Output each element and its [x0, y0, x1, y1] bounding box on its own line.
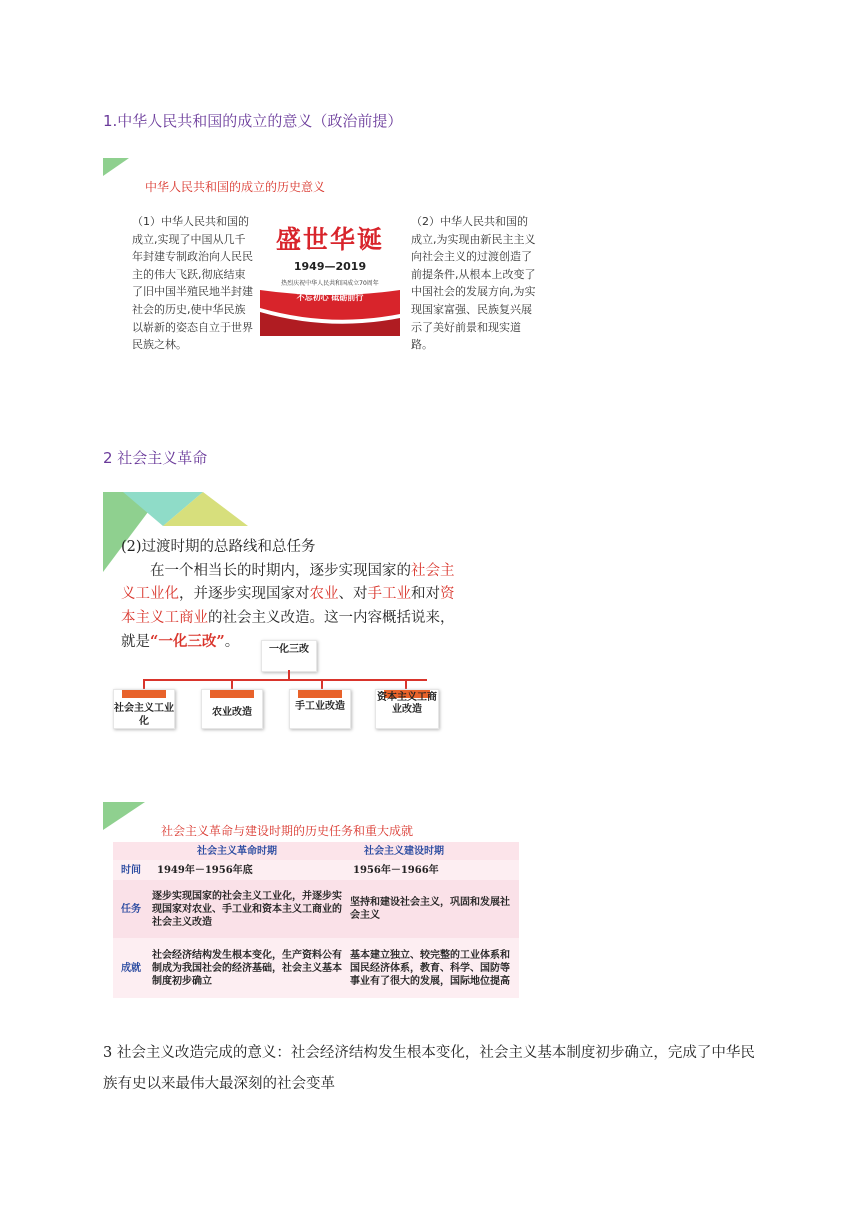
panel-title: 社会主义革命与建设时期的历史任务和重大成就: [161, 824, 414, 838]
banner-subtitle: 热烈庆祝中华人民共和国成立70周年: [281, 280, 379, 287]
row-label: 成就: [113, 938, 149, 998]
table-header-cell: [113, 842, 149, 860]
diagram-child-box: 手工业改造: [289, 689, 351, 729]
anniversary-banner-image: [260, 216, 400, 336]
table-header-cell: 社会主义建设时期: [350, 842, 519, 860]
diagram-connector: [321, 679, 323, 689]
banner-years: 1949—2019: [293, 260, 367, 273]
row-label: 时间: [113, 860, 149, 880]
diagram-connector: [405, 679, 407, 689]
transition-period-panel: [103, 492, 601, 772]
founding-significance-panel: [103, 158, 701, 366]
diagram-child-box: 农业改造: [201, 689, 263, 729]
achievements-panel: [103, 802, 701, 1006]
table-row: [113, 860, 519, 880]
diagram-connector: [143, 679, 427, 681]
achievements-table: [113, 842, 519, 998]
panel-subtitle: (2)过渡时期的总路线和总任务: [121, 539, 316, 555]
left-significance-text: （1）中华人民共和国的成立,实现了中国从几千年封建专制政治向人民民主的伟大飞跃,彻底结束了旧中国半殖民地半封建社会的历史,使中华民族以崭新的姿态自立于世界民族之林。: [132, 215, 253, 352]
table-row: [113, 880, 519, 938]
green-corner-decoration: [103, 158, 129, 176]
section-heading-1: 1.中华人民共和国的成立的意义（政治前提）: [103, 112, 403, 130]
green-corner-decoration: [103, 802, 145, 830]
transition-line-body: [121, 536, 461, 655]
diagram-child-box: 社会主义工业化: [113, 689, 175, 729]
table-header-row: [113, 842, 519, 860]
section-heading-2: 2 社会主义革命: [103, 449, 208, 467]
diagram-child-box: 资本主义工商业改造: [375, 689, 439, 729]
table-cell: 1956年－1966年: [350, 860, 519, 880]
table-cell: 基本建立独立、较完整的工业体系和国民经济体系，教育、科学、国防等事业有了很大的发展，国际地位提高: [350, 938, 519, 998]
table-cell: 逐步实现国家的社会主义工业化，并逐步实现国家对农业、手工业和资本主义工商业的社会主义改造: [149, 880, 350, 938]
panel-title: 中华人民共和国的成立的历史意义: [145, 180, 326, 194]
diagram-root-box: 一化三改: [261, 640, 317, 672]
banner-slogan: 不忘初心 砥砺前行: [296, 293, 364, 302]
diagram-connector: [143, 679, 145, 689]
diagram-connector: [231, 679, 233, 689]
section-3-paragraph: 3 社会主义改造完成的意义：社会经济结构发生根本变化，社会主义基本制度初步确立，完成了中华民族有史以来最伟大最深刻的社会变革: [103, 1045, 755, 1092]
table-header-cell: 社会主义革命时期: [149, 842, 350, 860]
table-row: [113, 938, 519, 998]
general-line-text: 在一个相当长的时期内，逐步实现国家的社会主义工业化，并逐步实现国家对农业、对手工业和对资本主义工商业的社会主义改造。这一内容概括说来，就是“一化三改”。: [121, 562, 455, 650]
row-label: 任务: [113, 880, 149, 938]
table-cell: 社会经济结构发生根本变化，生产资料公有制成为我国社会的经济基础，社会主义基本制度初步确立: [149, 938, 350, 998]
table-cell: 坚持和建设社会主义，巩固和发展社会主义: [350, 880, 519, 938]
right-significance-text: （2）中华人民共和国的成立,为实现由新民主主义向社会主义的过渡创造了前提条件,从根本上改变了中国社会的发展方向,为实现国家富强、民族复兴展示了美好前景和现实道路。: [411, 215, 536, 352]
table-cell: 1949年－1956年底: [149, 860, 350, 880]
banner-calligraphy: 盛世华诞: [275, 225, 384, 254]
